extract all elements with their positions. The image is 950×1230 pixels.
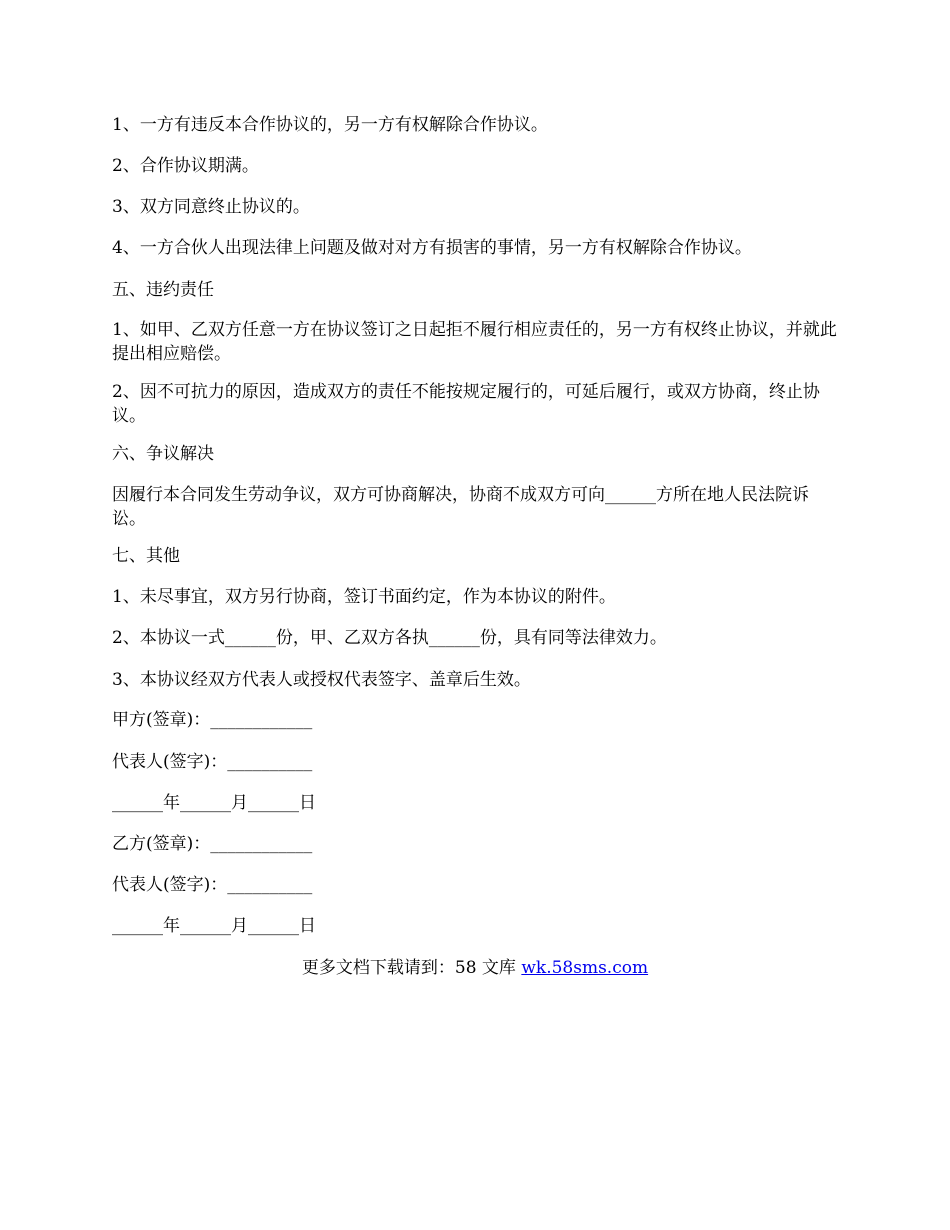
footer: [0, 956, 950, 980]
clause-other-3: 3、本协议经双方代表人或授权代表签字、盖章后生效。: [112, 670, 531, 690]
footer-text: 更多文档下载请到：58 文库: [301, 958, 522, 978]
section-heading-other: 七、其他: [112, 546, 180, 566]
clause-terminate-breach: 1、一方有违反本合作协议的，另一方有权解除合作协议。: [112, 115, 548, 135]
party-a-seal-line: 甲方(签章)：____________: [112, 710, 313, 730]
party-a-representative-line: 代表人(签字)：__________: [112, 752, 313, 772]
clause-terminate-mutual: 3、双方同意终止协议的。: [112, 197, 310, 217]
section-heading-dispute: 六、争议解决: [112, 444, 214, 464]
party-b-seal-line: 乙方(签章)：____________: [112, 834, 313, 854]
clause-liability-2: 2、因不可抗力的原因，造成双方的责任不能按规定履行的，可延后履行，或双方协商，终止协议。: [112, 382, 820, 426]
clause-liability-1: 1、如甲、乙双方任意一方在协议签订之日起拒不履行相应责任的，另一方有权终止协议，并就此提出相应赔偿。: [112, 320, 837, 364]
clause-other-1: 1、未尽事宜，双方另行协商，签订书面约定，作为本协议的附件。: [112, 587, 616, 607]
party-b-representative-line: 代表人(签字)：__________: [112, 875, 313, 895]
party-b-date-line: ______年______月______日: [112, 916, 316, 936]
footer-link[interactable]: wk.58sms.com: [521, 958, 649, 978]
clause-terminate-expiry: 2、合作协议期满。: [112, 156, 259, 176]
section-heading-liability: 五、违约责任: [112, 280, 214, 300]
clause-other-2: 2、本协议一式______份，甲、乙双方各执______份，具有同等法律效力。: [112, 628, 667, 648]
clause-dispute: 因履行本合同发生劳动争议，双方可协商解决，协商不成双方可向______方所在地人民法院诉讼。: [112, 485, 809, 529]
clause-terminate-legal: 4、一方合伙人出现法律上问题及做对对方有损害的事情，另一方有权解除合作协议。: [112, 238, 752, 258]
party-a-date-line: ______年______月______日: [112, 793, 316, 813]
